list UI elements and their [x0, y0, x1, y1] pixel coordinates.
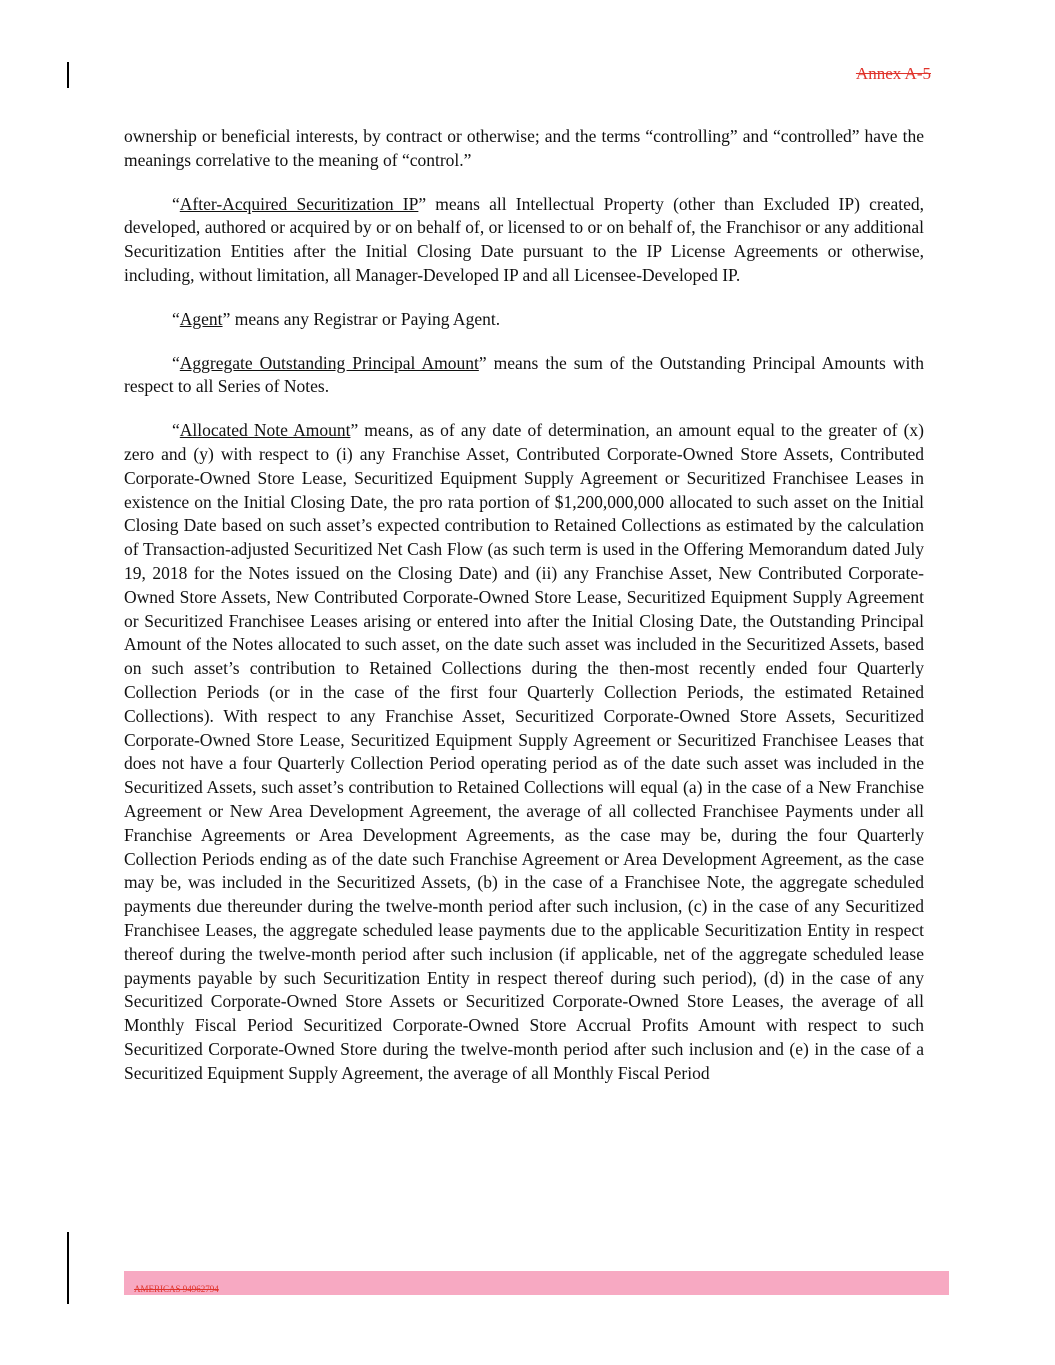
defined-term: Allocated Note Amount	[179, 420, 351, 441]
paragraph-text: ownership or beneficial interests, by contract or otherwise; and the terms “controlling” and “controlled” have the meanings correlative to the meaning of “control.”	[124, 126, 924, 170]
footer-doc-id: AMERICAS 94962794	[134, 1284, 219, 1294]
paragraph-text: ” means, as of any date of determination, an amount equal to the greater of (x) zero and (y) with respect to (i) any Franchise Asset, Contributed Corporate-Owned Store Assets, Contributed Corporate-Owned Store Lease, Securitized Equipment Supply Agreement or Securitized Franchisee Leases in existence on the Initial Closing Date, the pro rata portion of $1,200,000,000 allocated to such asset on the Initial Closing Date based on such asset’s expected contribution to Retained Collections as estimated by the calculation of Transaction-adjusted Securitized Net Cash Flow (as such term is used in the Offering Memorandum dated July 19, 2018 for the Notes issued on the Closing Date) and (ii) any Franchise Asset, New Contributed Corporate-Owned Store Assets, New Contributed Corporate-Owned Store Lease, Securitized Equipment Supply Agreement or Securitized Franchisee Leases arising or entered into after the Initial Closing Date, the Outstanding Principal Amount of the Notes allocated to such asset, on the date such asset was included in the Securitized Assets, based on such asset’s contribution to Retained Collections during the then-most recently ended four Quarterly Collection Periods (or in the case of the first four Quarterly Collection Periods, the estimated Retained Collections). With respect to any Franchise Asset, Securitized Corporate-Owned Store Assets, Securitized Corporate-Owned Store Lease, Securitized Equipment Supply Agreement or Securitized Franchisee Leases that does not have a four Quarterly Collection Period operating period as of the date such asset was included in the Securitized Assets, such asset’s contribution to Retained Collections will equal (a) in the case of a New Franchise Agreement or New Area Development Agreement, the average of all collected Franchisee Payments under all Franchise Agreements or Area Development Agreements, as the case may be, during the four Quarterly Collection Periods ending as of the date such Franchise Agreement or Area Development Agreement, as the case may be, was included in the Securitized Assets, (b) in the case of a Franchisee Note, the aggregate scheduled payments due thereunder during the twelve-month period after such inclusion, (c) in the case of any Securitized Franchisee Leases, the aggregate scheduled lease payments due to the applicable Securitization Entity in respect thereof during the twelve-month period after such inclusion (if applicable, net of the aggregate scheduled lease payments payable by such Securitization Entity in respect thereof during such period), (d) in the case of any Securitized Corporate-Owned Store Assets or Securitized Corporate-Owned Store Leases, the average of all Monthly Fiscal Period Securitized Corporate-Owned Store Accrual Profits Amount with respect to such Securitized Corporate-Owned Store during the twelve-month period after such inclusion and (e) in the case of a Securitized Equipment Supply Agreement, the average of all Monthly Fiscal Period	[124, 420, 924, 1083]
paragraph-text: ” means all Intellectual Property (other than Excluded IP) created, developed, authored or acquired by or on behalf of, or licensed to or on behalf of, the Franchisor or any additional Securitization Entities after the Initial Closing Date pursuant to the IP License Agreements or otherwise, including, without limitation, all Manager-Developed IP and all Licensee-Developed IP.	[124, 193, 924, 285]
change-bar-bottom	[67, 1232, 69, 1304]
defined-term: Aggregate Outstanding Principal Amount	[179, 352, 479, 373]
document-body	[124, 125, 924, 1105]
footer-band	[124, 1271, 949, 1295]
defined-term: After-Acquired Securitization IP	[179, 193, 419, 214]
paragraph-after-acquired-ip: “After-Acquired Securitization IP” means all Intellectual Property (other than Excluded IP) created, developed, authored or acquired by or on behalf of, or licensed to or on behalf of, the Franchisor or any additional Securitization Entities after the Initial Closing Date pursuant to the IP License Agreements or otherwise, including, without limitation, all Manager-Developed IP and all Licensee-Developed IP.	[124, 193, 924, 285]
paragraph-text: ” means the sum of the Outstanding Principal Amounts with respect to all Series of Notes.	[124, 352, 924, 397]
paragraph-agent: “Agent” means any Registrar or Paying Agent.	[172, 308, 501, 329]
paragraph-aggregate-outstanding: “Aggregate Outstanding Principal Amount” means the sum of the Outstanding Principal Amounts with respect to all Series of Notes.	[124, 352, 924, 397]
paragraph-text: ” means any Registrar or Paying Agent.	[222, 308, 501, 329]
defined-term: Agent	[179, 308, 223, 329]
change-bar-top	[67, 62, 69, 88]
annex-label: Annex A-5	[855, 64, 931, 83]
paragraph-control-definition	[124, 125, 924, 173]
paragraph-allocated-note-amount: “Allocated Note Amount” means, as of any date of determination, an amount equal to the greater of (x) zero and (y) with respect to (i) any Franchise Asset, Contributed Corporate-Owned Store Assets, Contributed Corporate-Owned Store Lease, Securitized Equipment Supply Agreement or Securitized Franchisee Leases in existence on the Initial Closing Date, the pro rata portion of $1,200,000,000 allocated to such asset on the Initial Closing Date based on such asset’s expected contribution to Retained Collections as estimated by the calculation of Transaction-adjusted Securitized Net Cash Flow (as such term is used in the Offering Memorandum dated July 19, 2018 for the Notes issued on the Closing Date) and (ii) any Franchise Asset, New Contributed Corporate-Owned Store Assets, New Contributed Corporate-Owned Store Lease, Securitized Equipment Supply Agreement or Securitized Franchisee Leases arising or entered into after the Initial Closing Date, the Outstanding Principal Amount of the Notes allocated to such asset, on the date such asset was included in the Securitized Assets, based on such asset’s contribution to Retained Collections during the then-most recently ended four Quarterly Collection Periods (or in the case of the first four Quarterly Collection Periods, the estimated Retained Collections). With respect to any Franchise Asset, Securitized Corporate-Owned Store Assets, Securitized Corporate-Owned Store Lease, Securitized Equipment Supply Agreement or Securitized Franchisee Leases that does not have a four Quarterly Collection Period operating period as of the date such asset was included in the Securitized Assets, such asset’s contribution to Retained Collections will equal (a) in the case of a New Franchise Agreement or New Area Development Agreement, the average of all collected Franchisee Payments under all Franchise Agreements or Area Development Agreements, as the case may be, during the four Quarterly Collection Periods ending as of the date such Franchise Agreement or Area Development Agreement, as the case may be, was included in the Securitized Assets, (b) in the case of a Franchisee Note, the aggregate scheduled payments due thereunder during the twelve-month period after such inclusion, (c) in the case of any Securitized Franchisee Leases, the aggregate scheduled lease payments due to the applicable Securitization Entity in respect thereof during the twelve-month period after such inclusion (if applicable, net of the aggregate scheduled lease payments payable by such Securitization Entity in respect thereof during such period), (d) in the case of any Securitized Corporate-Owned Store Assets or Securitized Corporate-Owned Store Leases, the average of all Monthly Fiscal Period Securitized Corporate-Owned Store Accrual Profits Amount with respect to such Securitized Corporate-Owned Store during the twelve-month period after such inclusion and (e) in the case of a Securitized Equipment Supply Agreement, the average of all Monthly Fiscal Period	[124, 420, 924, 1083]
